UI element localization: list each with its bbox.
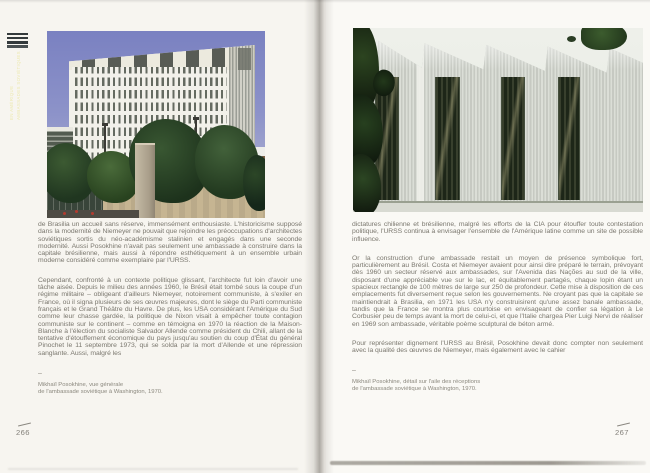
page-gutter	[304, 0, 334, 473]
flower	[63, 212, 66, 215]
footnote-dash: –	[38, 370, 42, 378]
facade-base	[353, 203, 643, 212]
caption-line: Mikhaïl Posokhine, détail sur l'aile des réceptions	[352, 379, 481, 386]
caption-line: de l'ambassade soviétique à Washington, 1970.	[38, 389, 163, 396]
paragraph: dictatures chilienne et brésilienne, malgré les efforts de la CIA pour étouffer toute contestation politique, l'URSS continua à envisager l'ensemble de l'Amérique latine comme un site de possible influence.	[352, 221, 643, 243]
photo-embassy-washington-reception-wing	[353, 28, 643, 212]
caption-line: Mikhaïl Posokhine, vue générale	[38, 382, 124, 389]
page-number-rule	[18, 423, 31, 427]
paragraph: Or la construction d'une ambassade restait un moyen de présence symbolique fort, particulièrement au Brésil. Costa et Niemeyer avaient pour ainsi dire préparé le terrain, prévoyant dès 1960 un secteur réservé aux ambassades, sur l'Avenida das Nações au sud de la ville, disposant d'une appréciable vue sur le lac, et équitablement partagés, chaque lopin étant un spacieux rectangle de 100 mètres de large sur 250 de profondeur. Cette mise à disposition de ces emplacements fut diversement reçue selon les gouvernements. Ne croyant pas que la capitale se maintiendrait à Brasilia, en 1971 les USA n'y construisirent qu'une assez banale ambassade, tandis que la France se montra plus courtoise en envisageant de confier sa légation à Le Corbusier peu de temps avant la mort de celui-ci, et que l'Italie chargea Pier Luigi Nervi de réaliser en 1969 son ambassade, véritable poème sculptural de béton armé.	[352, 254, 643, 328]
paragraph: de Brasilia un accueil sans réserve, immensément enthousiaste. L'historicisme supposé dans la modernité de Niemeyer ne pouvait que rejoindre les préoccupations d'architectes soviétiques sortis du néo-académisme stalinien et engagés dans une seconde modernité. Aussi Posokhine n'avait pas seulement une ambassade à construire dans la capitale brésilienne, mais aussi à répondre esthétiquement à un ensemble urbain moderne considéré comme exemplaire par l'URSS.	[38, 221, 302, 265]
caption-line: de l'ambassade soviétique à Washington, 1970.	[352, 386, 477, 393]
left-text-column	[38, 221, 302, 396]
right-text-column	[352, 221, 643, 393]
chapter-tab-label	[8, 51, 22, 120]
chapter-tab-line: AMBASSADES SOVIÉTIQUES	[16, 51, 21, 120]
tall-window	[558, 77, 580, 200]
chapter-tab-line: EN AMÉRIQUE	[9, 85, 14, 120]
paragraph: Cependant, confronté à un contexte politique glissant, l'architecte fut loin d'avoir une tâche aisée. Depuis le milieu des années 1960, le Brésil était tombé sous la coupe d'un régime militaire – obligeant d'ailleurs Niemeyer, notoirement communiste, à s'exiler en France, où il signa plusieurs de ses œuvres majeures, dont le siège du Parti communiste français et le Grand Théâtre du Havre. De plus, les USA considérant l'Amérique du Sud comme leur chasse gardée, la politique de Nixon visait à empêcher toute contagion communiste sur le continent – comme en témoigna en 1970 la réaction de la Maison-Blanche à l'élection du socialiste Salvador Allende comme président du Chili, allant de la tentative d'étouffement économique du pays jusqu'au soutien du coup d'État du général Pinochet le 11 septembre 1973, qui se solda par la mort d'Allende et une répression sanglante. Aussi, malgré les	[38, 276, 302, 357]
photo-caption	[38, 382, 302, 396]
footnote-dash: –	[352, 367, 356, 375]
page-edge-shadow	[8, 468, 298, 470]
tall-window	[435, 77, 460, 200]
page-edge-shadow	[330, 461, 646, 465]
gate-pillar	[135, 143, 155, 218]
photo-embassy-washington-general-view	[47, 31, 265, 218]
page-number-value: 266	[16, 427, 30, 437]
facade-light-gap	[417, 40, 424, 203]
flower	[75, 210, 78, 213]
foliage-top-right	[581, 28, 627, 50]
tall-window	[501, 77, 525, 200]
photo-caption	[352, 379, 643, 393]
foliage-speck	[567, 36, 576, 42]
page-number-value: 267	[615, 427, 629, 437]
fluted-facade	[363, 40, 643, 203]
page-number-left	[16, 424, 31, 437]
flower	[91, 212, 94, 215]
paragraph: Pour représenter dignement l'URSS au Brésil, Posokhine devait donc compter non seulement avec la qualité des œuvres de Niemeyer, mais également avec le cahier	[352, 339, 643, 355]
page-number-rule	[617, 423, 630, 427]
page-number-right	[615, 424, 630, 437]
chapter-marker-icon	[7, 33, 28, 49]
